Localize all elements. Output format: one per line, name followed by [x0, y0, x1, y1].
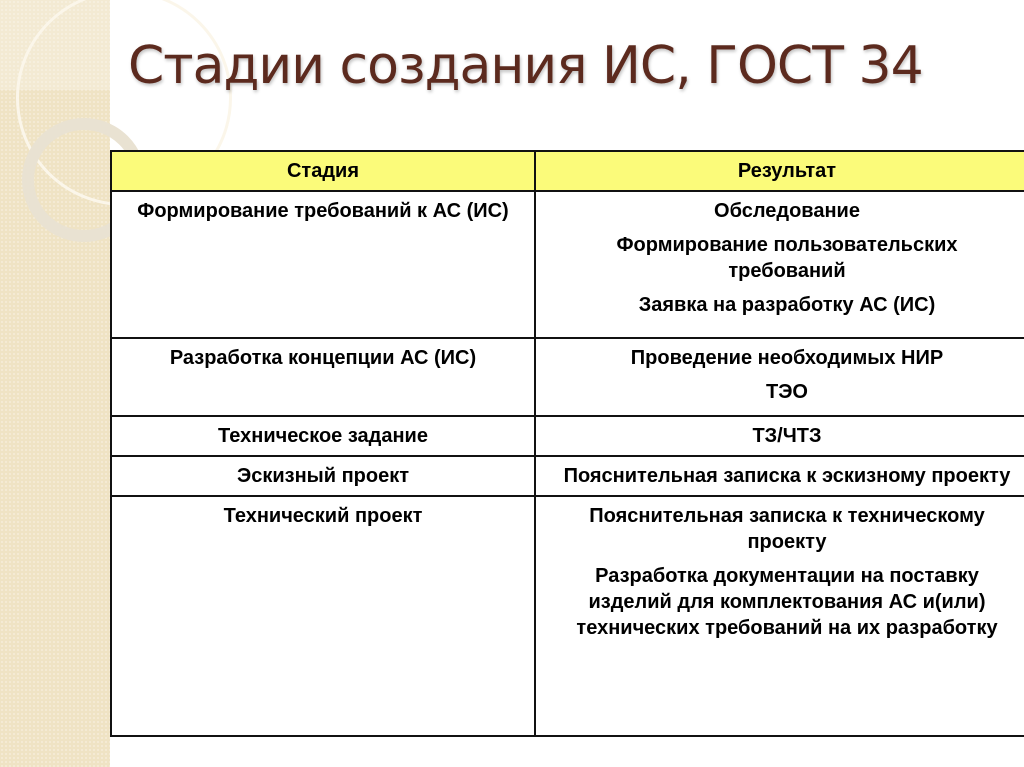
result-item: ТЗ/ЧТЗ — [752, 425, 822, 447]
result-cell — [535, 416, 1024, 456]
stages-table — [110, 150, 1024, 737]
result-cell — [535, 191, 1024, 338]
stage-cell: Эскизный проект — [111, 456, 535, 496]
result-cell — [535, 338, 1024, 416]
result-item: Проведение необходимых НИР — [630, 347, 944, 369]
result-item: ТЭО — [765, 381, 808, 403]
table-row — [111, 456, 1024, 496]
result-item: Пояснительная записка к техническому проекту — [589, 505, 985, 553]
table-row — [111, 496, 1024, 736]
table-row — [111, 191, 1024, 338]
stage-cell: Техническое задание — [111, 416, 535, 456]
result-item: Формирование пользовательских требований — [616, 234, 958, 282]
header-result: Результат — [535, 151, 1024, 191]
stage-cell: Формирование требований к АС (ИС) — [111, 191, 535, 338]
result-item: Разработка документации на поставку изделий для комплектования АС и(или) технических требований на их разработку — [576, 565, 998, 639]
slide-title: Стадии создания ИС, ГОСТ 34 — [128, 36, 923, 96]
result-cell — [535, 456, 1024, 496]
table-row — [111, 338, 1024, 416]
result-cell — [535, 496, 1024, 736]
header-stage: Стадия — [111, 151, 535, 191]
result-item: Заявка на разработку АС (ИС) — [638, 294, 936, 316]
table-row — [111, 416, 1024, 456]
decorative-side-panel — [0, 0, 110, 767]
result-item: Пояснительная записка к эскизному проекту — [563, 465, 1011, 487]
stage-cell: Разработка концепции АС (ИС) — [111, 338, 535, 416]
result-item: Обследование — [714, 200, 860, 222]
stage-cell: Технический проект — [111, 496, 535, 736]
table-header-row — [111, 151, 1024, 191]
